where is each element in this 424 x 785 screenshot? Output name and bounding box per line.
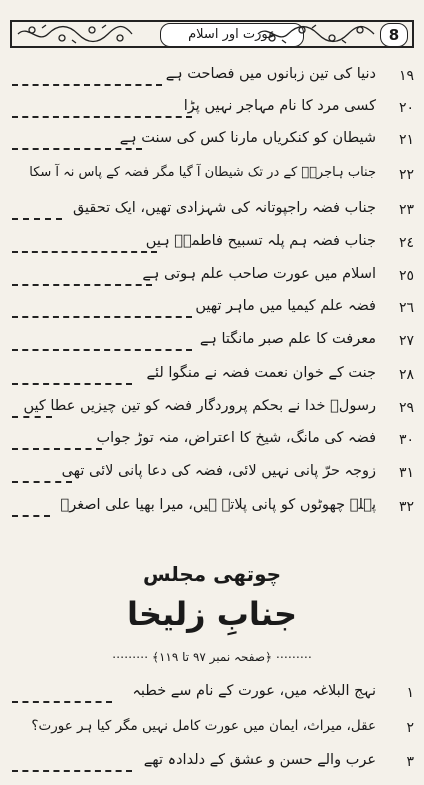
toc-text: فضہ علم کیمیا میں ماہر تھیں xyxy=(195,298,376,314)
toc-number: ١ xyxy=(406,685,414,701)
leader-dots xyxy=(12,316,192,318)
leader-dots xyxy=(12,148,142,150)
toc-number: ٢٦ xyxy=(398,300,414,316)
toc-row xyxy=(12,331,414,357)
leader-dots xyxy=(12,448,102,450)
leader-dots xyxy=(12,116,192,118)
toc-text: پہلے چھوٹوں کو پانی پلاتے ہیں، میرا بھیا علی اصغرؑ xyxy=(60,497,376,513)
toc-number: ٢٧ xyxy=(398,333,414,349)
floral-ornament-icon xyxy=(256,22,376,46)
toc-number: ١٩ xyxy=(398,68,414,84)
toc-text: دنیا کی تین زبانوں میں فصاحت ہے xyxy=(165,66,376,82)
toc-number: ٢٣ xyxy=(398,202,414,218)
toc-text: رسولؐ خدا نے بحکم پروردگار فضہ کو تین چیزیں عطا کیں xyxy=(23,398,376,414)
leader-dots xyxy=(12,349,192,351)
toc-number: ٢٠ xyxy=(398,100,414,116)
toc-text: معرفت کا علم صبر مانگتا ہے xyxy=(199,331,376,347)
toc-text: جناب فضہ راجپوتانہ کی شہزادی تھیں، ایک تحقیق xyxy=(72,200,376,216)
leader-dots xyxy=(12,416,52,418)
toc-number: ٢٨ xyxy=(398,367,414,383)
toc-row xyxy=(12,233,414,259)
toc-number: ٢٢ xyxy=(398,167,414,183)
section-heading: چوتھی مجلس xyxy=(142,562,282,586)
leader-dots xyxy=(12,701,112,703)
page-header xyxy=(10,20,414,48)
toc-number: ٢٤ xyxy=(398,235,414,251)
toc-text: زوجہ حرّ پانی نہیں لائی، فضہ کی دعا پانی لائی تھی xyxy=(61,463,376,479)
toc-number: ٢١ xyxy=(398,132,414,148)
toc-row xyxy=(12,752,414,778)
toc-text: جنت کے خوان نعمت فضہ نے منگوا لئے xyxy=(146,365,376,381)
toc-row xyxy=(12,66,414,92)
toc-text: عرب والے حسن و عشق کے دلدادہ تھے xyxy=(143,752,376,768)
toc-row xyxy=(12,430,414,456)
toc-number: ٣٠ xyxy=(398,432,414,448)
section-title: جنابِ زلیخا xyxy=(126,595,297,633)
toc-text: نہج البلاغہ میں، عورت کے نام سے خطبہ xyxy=(132,683,376,699)
leader-dots xyxy=(12,284,152,286)
leader-dots xyxy=(12,770,132,772)
toc-text: کسی مرد کا نام مہاجر نہیں پڑا xyxy=(183,98,376,114)
page-number: 8 xyxy=(380,23,408,47)
toc-number: ٢٥ xyxy=(398,268,414,284)
toc-row xyxy=(12,497,414,523)
header-title: عورت اور اسلام xyxy=(160,23,304,47)
toc-row xyxy=(12,463,414,489)
leader-dots xyxy=(12,218,62,220)
leader-dots xyxy=(12,84,162,86)
leader-dots xyxy=(12,383,132,385)
toc-row xyxy=(12,398,414,424)
leader-dots xyxy=(12,251,157,253)
toc-number: ٢ xyxy=(406,720,414,736)
toc-row xyxy=(12,130,414,156)
leader-dots xyxy=(12,515,50,517)
page-range-text: ﴿صفحہ نمبر ٩٧ تا ١١٩﴾ xyxy=(151,650,273,664)
toc-row xyxy=(12,165,414,191)
toc-number: ٣٢ xyxy=(398,499,414,515)
toc-row xyxy=(12,365,414,391)
toc-text: اسلام میں عورت صاحب علم ہوتی ہے xyxy=(142,266,376,282)
toc-row xyxy=(12,683,414,709)
toc-number: ٣ xyxy=(406,754,414,770)
toc-text: جناب ہاجرہؑ کے در تک شیطان آ گیا مگر فضہ کے پاس نہ آ سکا xyxy=(29,165,376,180)
toc-row xyxy=(12,298,414,324)
toc-text: شیطان کو کنکریاں مارنا کس کی سنت ہے xyxy=(119,130,376,146)
toc-row xyxy=(12,200,414,226)
page-range-note: ⋯⋯⋯ ﴿صفحہ نمبر ٩٧ تا ١١٩﴾ ⋯⋯⋯ xyxy=(112,650,312,664)
toc-number: ٣١ xyxy=(398,465,414,481)
toc-number: ٢٩ xyxy=(398,400,414,416)
toc-row xyxy=(12,718,414,744)
leader-dots xyxy=(12,481,72,483)
toc-row xyxy=(12,266,414,292)
floral-ornament-icon xyxy=(14,22,134,46)
toc-text: جناب فضہ ہم پلہ تسبیح فاطمہؑ ہیں xyxy=(145,233,376,249)
toc-text: عقل، میراث، ایمان میں عورت کامل نہیں مگر کیا ہر عورت؟ xyxy=(31,718,376,734)
toc-row xyxy=(12,98,414,124)
toc-text: فضہ کی مانگ، شیخ کا اعتراض، منہ توڑ جواب xyxy=(96,430,376,446)
